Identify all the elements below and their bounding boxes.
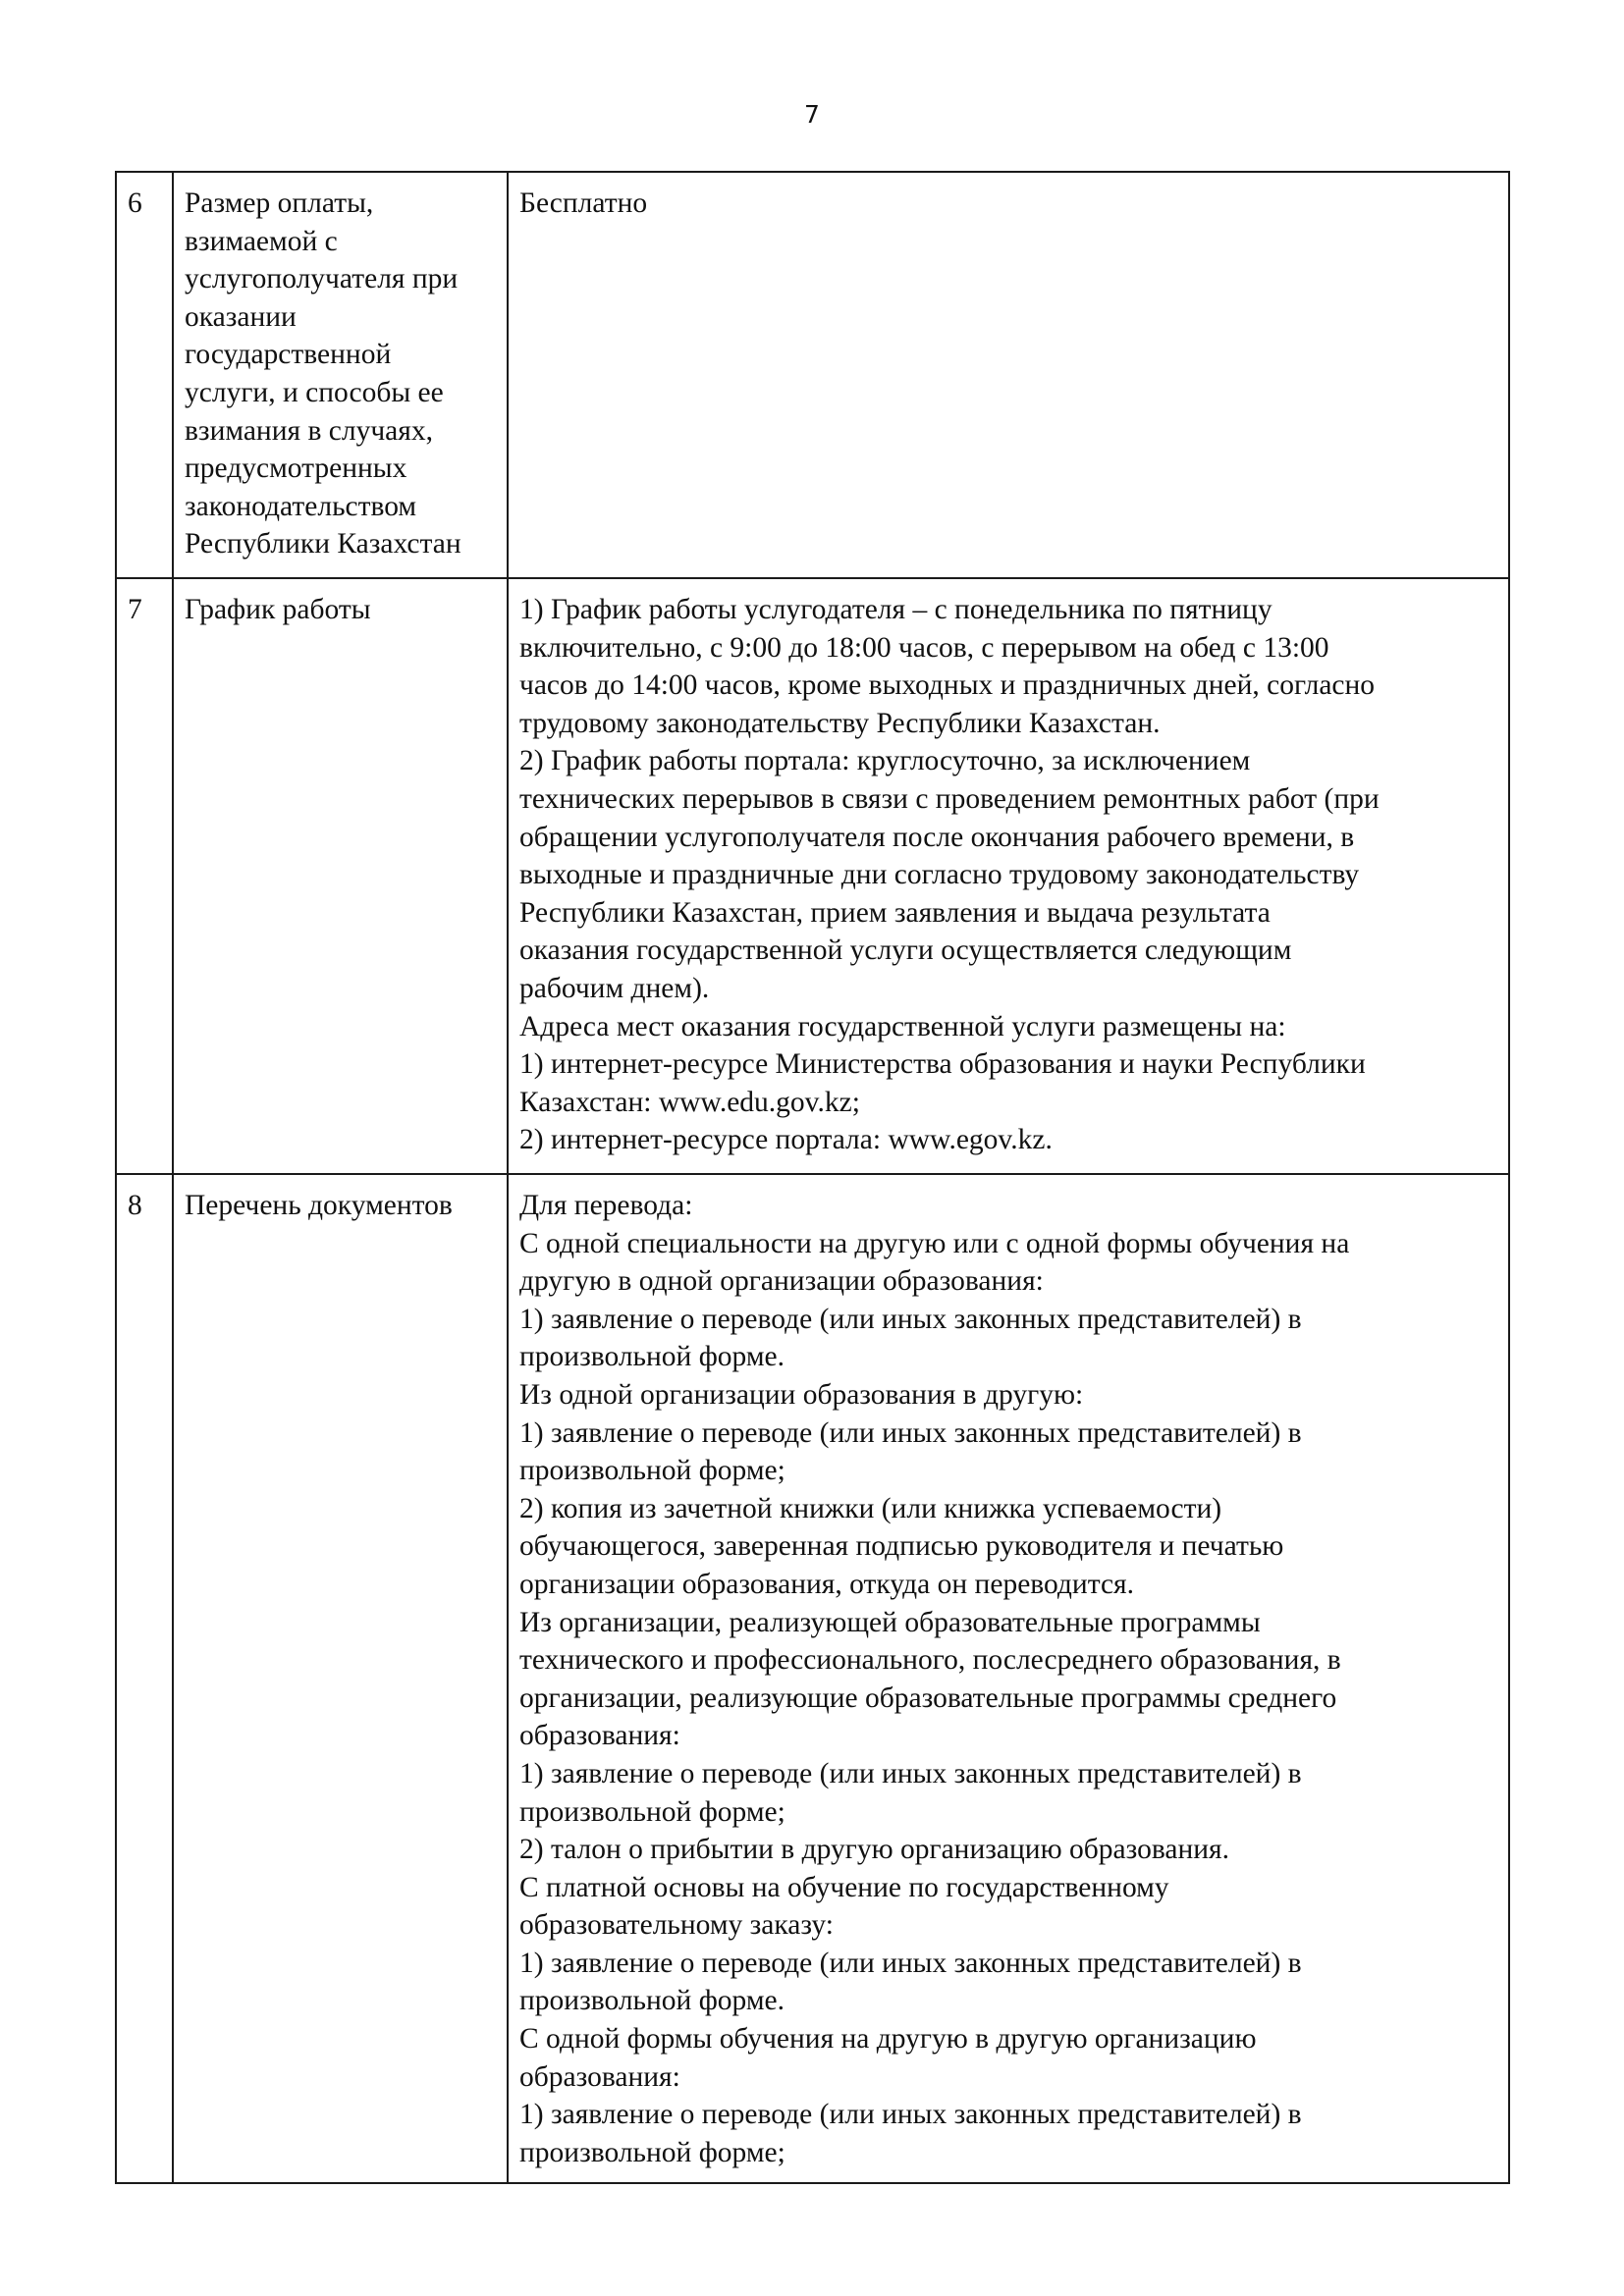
text-line: оказании [185,300,297,333]
text-line: произвольной форме; [519,1455,785,1487]
text-line: 1) заявление о переводе (или иных законных представителей) в [519,1947,1302,1979]
text-line: обращении услугополучателя после окончания рабочего времени, в [519,821,1355,853]
text-line: 1) заявление о переводе (или иных законных представителей) в [519,2099,1302,2131]
text-line: 2) График работы портала: круглосуточно, за исключением [519,745,1251,777]
text-line: организации образования, откуда он переводится. [519,1568,1134,1600]
text-line: технического и профессионального, послесреднего образования, в [519,1644,1341,1677]
table-row-work-schedule [116,578,1509,1174]
row-number: 8 [116,1174,173,2183]
text-line: часов до 14:00 часов, кроме выходных и праздничных дней, согласно [519,669,1376,702]
text-line: С одной формы обучения на другую в другую организацию [519,2023,1257,2056]
table-row-payment [116,172,1509,578]
text-line: 1) заявление о переводе (или иных законных представителей) в [519,1416,1302,1449]
text-line: услугополучателя при [185,263,459,295]
text-line: Из организации, реализующей образовательные программы [519,1606,1261,1638]
text-line: другую в одной организации образования: [519,1265,1044,1298]
row-value [508,578,1509,1174]
text-line: 2) копия из зачетной книжки (или книжка успеваемости) [519,1492,1222,1524]
text-line: Республики Казахстан [185,528,461,561]
text-line: государственной [185,339,392,371]
text-line: Бесплатно [519,187,648,219]
text-line: Из одной организации образования в другую: [519,1378,1084,1411]
row-label [173,172,508,578]
text-line: произвольной форме; [519,2136,785,2168]
text-line: 2) талон о прибытии в другую организацию образования. [519,1834,1229,1866]
row-number: 6 [116,172,173,578]
text-line: технических перерывов в связи с проведением ремонтных работ (при [519,782,1380,815]
text-line: График работы [185,594,371,625]
text-line: выходные и праздничные дни согласно трудовому законодательству [519,859,1360,891]
table-row-document-list [116,1174,1509,2183]
text-line: оказания государственной услуги осуществляется следующим [519,934,1292,967]
text-line: Для перевода: [519,1190,693,1221]
text-line: Казахстан: www.edu.gov.kz; [519,1086,860,1118]
row-value [508,172,1509,578]
text-line: 1) заявление о переводе (или иных законных представителей) в [519,1757,1302,1789]
text-line: Перечень документов [185,1190,453,1221]
text-line: взимания в случаях, [185,414,433,447]
text-line: С одной специальности на другую или с одной формы обучения на [519,1227,1350,1259]
text-line: произвольной форме; [519,1795,785,1828]
service-standard-table [115,171,1510,2184]
row-value [508,1174,1509,2183]
text-line: Адреса мест оказания государственной услуги размещены на: [519,1010,1286,1042]
text-line: образования: [519,1720,680,1752]
row-label [173,1174,508,2183]
text-line: 1) заявление о переводе (или иных законных представителей) в [519,1303,1302,1335]
text-line: 1) График работы услугодателя – с понедельника по пятницу [519,594,1272,625]
text-line: 2) интернет-ресурсе портала: www.egov.kz. [519,1124,1053,1156]
text-line: обучающегося, заверенная подписью руководителя и печатью [519,1530,1284,1563]
text-line: предусмотренных [185,453,407,485]
row-number: 7 [116,578,173,1174]
text-line: 1) интернет-ресурсе Министерства образования и науки Республики [519,1048,1366,1081]
page-number: 7 [804,100,820,129]
row-label [173,578,508,1174]
text-line: взимаемой с [185,225,338,257]
text-line: образовательному заказу: [519,1909,834,1942]
text-line: услуги, и способы ее [185,376,444,408]
text-line: произвольной форме. [519,1985,785,2017]
text-line: организации, реализующие образовательные программы среднего [519,1682,1337,1714]
text-line: законодательством [185,490,417,522]
text-line: произвольной форме. [519,1341,785,1373]
text-line: Размер оплаты, [185,187,374,219]
text-line: трудовому законодательству Республики Казахстан. [519,707,1161,739]
text-line: образования: [519,2060,680,2093]
text-line: включительно, с 9:00 до 18:00 часов, с перерывом на обед с 13:00 [519,631,1329,664]
text-line: С платной основы на обучение по государственному [519,1871,1169,1903]
text-line: Республики Казахстан, прием заявления и выдача результата [519,896,1271,929]
text-line: рабочим днем). [519,972,710,1004]
